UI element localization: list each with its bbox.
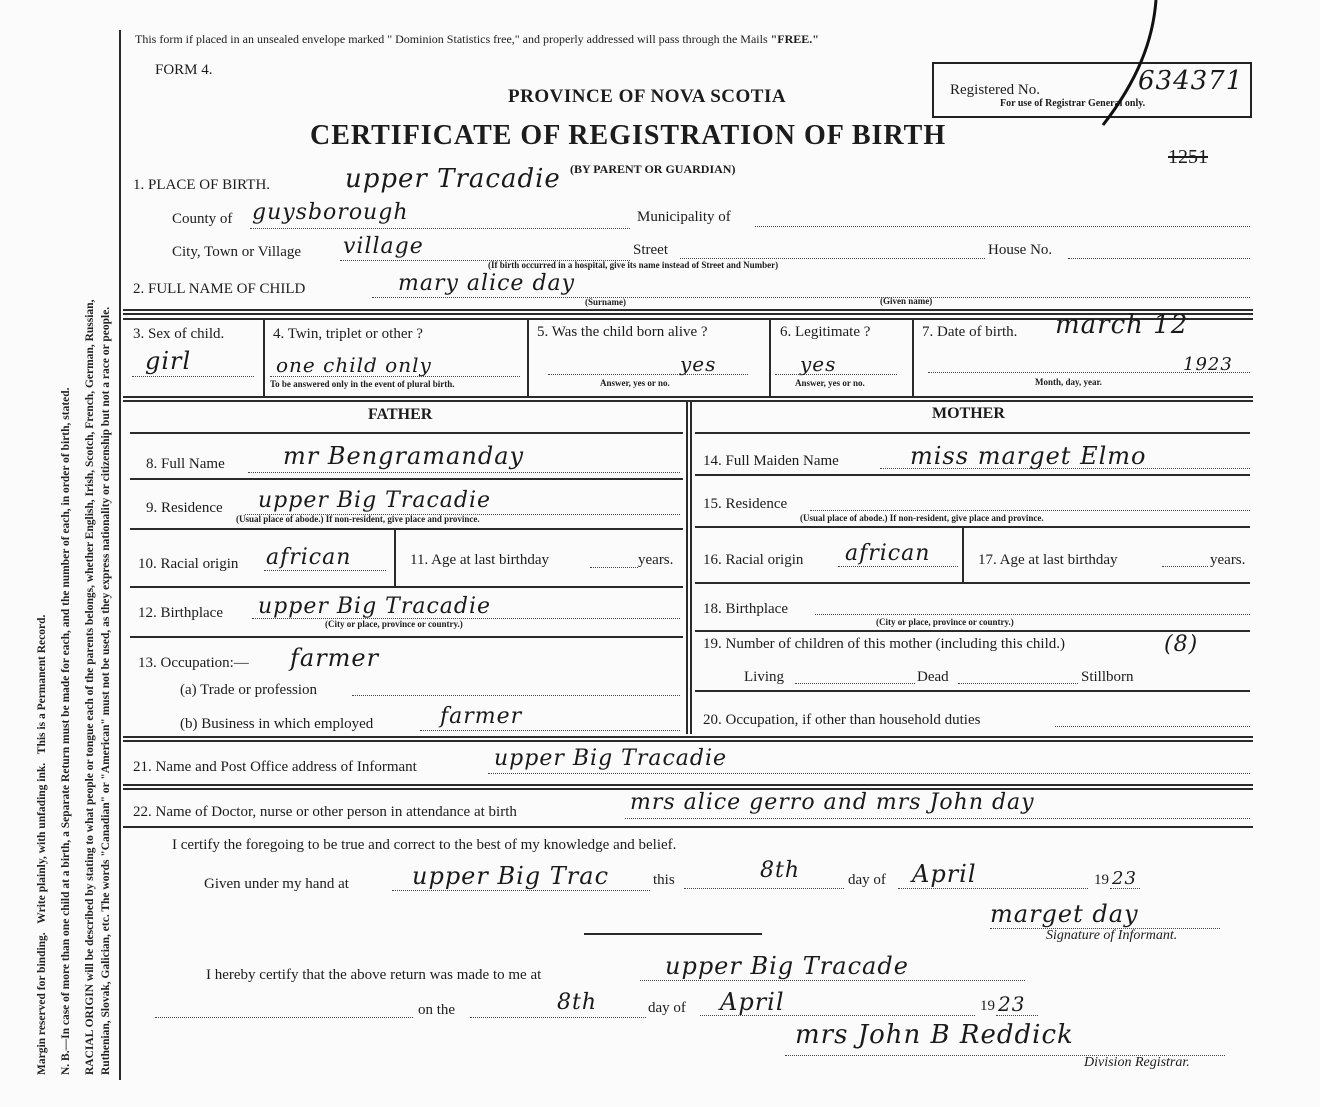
mother-name-value: miss marget Elmo [910,442,1147,470]
given-label: Given under my hand at [204,876,349,892]
father-birthplace-label: 12. Birthplace [138,605,223,621]
given-name-note: (Given name) [880,296,933,306]
registrar-day: 8th [557,990,598,1015]
living-label: Living [744,669,784,685]
rule [695,474,1250,476]
mother-heading: MOTHER [932,405,1005,422]
rule [123,396,1253,398]
rule [352,695,680,696]
page-title: CERTIFICATE OF REGISTRATION OF BIRTH [310,120,947,151]
registrar-place: upper Big Tracade [665,952,909,980]
day-of-label: day of [848,872,886,888]
sex-value: girl [145,347,192,375]
street-line [680,258,985,259]
twin-line [270,376,520,377]
mother-age-label: 17. Age at last birthday [978,552,1118,568]
rule [690,401,692,734]
rule [880,468,1250,469]
form-number: FORM 4. [155,62,213,78]
pen-stroke [1098,0,1168,130]
rule [420,730,680,731]
mother-children-value: (8) [1164,632,1199,657]
rule [123,784,1253,786]
rule [684,888,844,889]
rule [769,318,771,396]
father-race-label: 10. Racial origin [138,556,239,572]
rule [130,586,683,588]
side-note-margin: Margin reserved for binding. Write plainly, with unfading ink. This is a Permanent Record. [36,614,48,1075]
rule [962,527,964,582]
registrar-day-of: day of [648,1000,686,1016]
rule [123,826,1253,828]
rule [130,528,683,530]
dead-label: Dead [917,669,949,685]
registered-no-label: Registered No. [950,82,1040,98]
rule [248,472,680,473]
dob-note: Month, day, year. [1035,377,1102,387]
legit-label: 6. Legitimate ? [780,324,871,340]
registrar-signature: mrs John B Reddick [795,1020,1074,1050]
twin-note: To be answered only in the event of plural birth. [270,379,455,389]
dob-year: 1923 [1183,354,1233,375]
county-value: guysborough [252,200,409,225]
registrar-month: April [720,988,785,1016]
father-birthplace-value: upper Big Tracadie [258,594,492,619]
rule [263,318,265,396]
legit-note: Answer, yes or no. [795,378,865,388]
dob-value: march 12 [1055,310,1189,340]
city-value: village [343,234,424,259]
father-race-value: african [266,545,352,570]
registrar-year: 23 [998,992,1026,1016]
father-business-label: (b) Business in which employed [180,716,374,732]
this-label: this [653,872,675,888]
place-of-birth-value: upper Tracadie [345,164,561,194]
rule [996,1015,1038,1016]
twin-label: 4. Twin, triplet or other ? [273,326,423,342]
registrar-title: Division Registrar. [1084,1055,1190,1070]
rule [1055,726,1250,727]
informant-label: 21. Name and Post Office address of Informant [133,759,417,775]
legit-line [775,374,897,375]
father-occupation-label: 13. Occupation:— [138,655,249,671]
rule [123,736,1253,738]
father-birthplace-note: (City or place, province or country.) [325,619,463,629]
rule [264,570,386,571]
father-residence-label: 9. Residence [146,500,223,516]
mother-occupation-label: 20. Occupation, if other than household duties [703,712,981,728]
father-trade-label: (a) Trade or profession [180,682,318,698]
hospital-note: (If birth occurred in a hospital, give its name instead of Street and Number) [488,260,779,270]
mother-children-label: 19. Number of children of this mother (including this child.) [703,636,1066,652]
rule [130,432,683,434]
mother-years: years. [1210,552,1246,568]
legit-value: yes [800,352,837,376]
rule [958,683,1078,684]
registrar-note: For use of Registrar General only. [1000,98,1146,109]
rule [695,690,1250,692]
informant-signature-label: Signature of Informant. [1046,928,1178,943]
house-line [1068,258,1250,259]
rule [123,400,1253,402]
rule [590,567,638,568]
surname-note: (Surname) [585,297,626,307]
alive-line [548,374,748,375]
informant-value: upper Big Tracadie [494,746,728,771]
informant-signature: marget day [990,900,1139,928]
rule [470,1017,646,1018]
rule [130,636,683,638]
mother-race-value: african [845,541,931,566]
rule [700,1015,975,1016]
side-note-nb: N. B.—In case of more than one child at a birth, a Separate Return must be made for each, and the number of each, in order of birth, stated. [60,387,72,1075]
rule [795,683,915,684]
rule [695,582,1250,584]
rule [838,566,958,567]
father-residence-value: upper Big Tracadie [258,488,492,513]
rule [392,890,650,891]
rule [252,618,680,619]
father-heading: FATHER [368,406,433,423]
alive-label: 5. Was the child born alive ? [537,324,708,340]
side-note-racial-1: RACIAL ORIGIN will be described by stating to what people or tongue each of the parents belongs, whether English, Irish, Scotch, French, German, Russian, [84,299,96,1075]
father-years: years. [638,552,674,568]
doctor-label: 22. Name of Doctor, nurse or other person in attendance at birth [133,804,517,820]
dob-label: 7. Date of birth. [922,324,1018,340]
given-day: 8th [760,858,801,883]
twin-value: one child only [276,353,432,377]
rule [1110,888,1140,889]
sex-line [132,376,254,377]
rule [130,478,683,480]
child-name-line [372,297,1250,298]
rule [155,1017,413,1018]
rule [123,740,1253,742]
rule [686,401,688,734]
house-label: House No. [988,242,1053,258]
rule [640,980,1025,981]
registrar-statement: I hereby certify that the above return was made to me at [206,967,542,983]
child-name-label: 2. FULL NAME OF CHILD [133,281,306,297]
rule [912,318,914,396]
mother-name-label: 14. Full Maiden Name [703,453,839,469]
rule [1162,566,1208,567]
municipality-line [755,226,1250,227]
rule [815,614,1250,615]
dob-line [928,372,1250,373]
place-of-birth-label: 1. PLACE OF BIRTH. [133,177,271,193]
rule [584,933,762,935]
alive-value: yes [680,352,717,376]
given-month: April [912,860,977,888]
father-residence-note: (Usual place of abode.) If non-resident, give place and province. [236,514,480,524]
mother-residence-note: (Usual place of abode.) If non-resident, give place and province. [800,513,1044,523]
page-subtitle: (BY PARENT OR GUARDIAN) [570,162,736,176]
certify-statement: I certify the foregoing to be true and correct to the best of my knowledge and belief. [172,837,677,853]
on-the-label: on the [418,1002,456,1018]
rule [695,526,1250,528]
registrar-year-prefix: 19 [980,998,995,1014]
rule [810,510,1250,511]
father-name-value: mr Bengramanday [283,442,525,470]
father-name-label: 8. Full Name [146,456,225,472]
father-age-label: 11. Age at last birthday [410,552,549,568]
alive-note: Answer, yes or no. [600,378,670,388]
given-place: upper Big Trac [412,862,610,890]
side-note-racial-2: Ruthenian, Slovak, Galician, etc. The words "Canadian" or "American" must not be used, as they express nationality or citizenship but not a race or people. [100,306,112,1075]
city-label: City, Town or Village [172,244,302,260]
municipality-label: Municipality of [637,209,731,225]
given-year-prefix: 19 [1094,872,1109,888]
rule [695,432,1250,434]
rule [898,888,1088,889]
sex-label: 3. Sex of child. [133,326,225,342]
stillborn-label: Stillborn [1081,669,1134,685]
mother-residence-label: 15. Residence [703,496,788,512]
mother-race-label: 16. Racial origin [703,552,804,568]
doctor-value: mrs alice gerro and mrs John day [630,790,1035,815]
given-year: 23 [1112,868,1137,889]
rule [527,318,529,396]
father-occupation-value: farmer [290,644,380,672]
mother-birthplace-label: 18. Birthplace [703,601,788,617]
old-number: 1251 [1168,146,1208,168]
rule [488,773,1250,774]
street-label: Street [633,242,668,258]
mother-birthplace-note: (City or place, province or country.) [876,617,1014,627]
child-name-value: mary alice day [398,271,576,296]
registered-no-value: 634371 [1138,66,1244,96]
county-label: County of [172,211,233,227]
margin-rule [119,30,121,1080]
province-title: PROVINCE OF NOVA SCOTIA [508,86,787,107]
father-business-value: farmer [440,704,523,729]
rule [394,528,396,586]
county-line [250,228,630,229]
rule [625,818,1250,819]
mail-note: This form if placed in an unsealed envelope marked " Dominion Statistics free," and properly addressed will pass through the Mails "FREE." [135,32,819,46]
